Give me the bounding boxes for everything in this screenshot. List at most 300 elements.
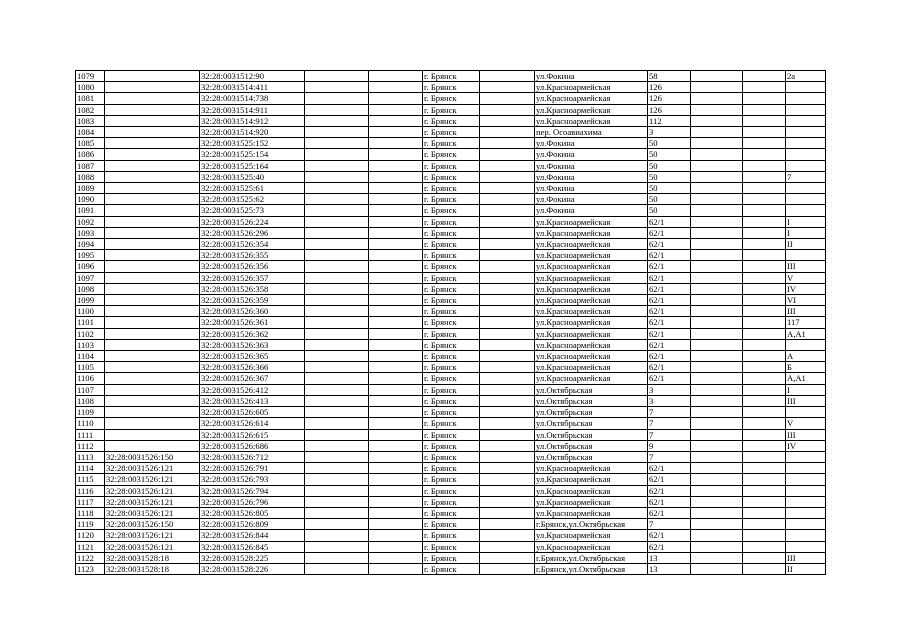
building-letter-cell: III [786, 552, 826, 563]
empty-cell-e [743, 160, 786, 171]
empty-cell-a [305, 384, 369, 395]
table-row [76, 127, 826, 138]
street-cell: ул.Красноармейская [535, 306, 648, 317]
empty-cell-c [480, 71, 535, 82]
parent-cadastral-cell: 32:28:0031526:121 [105, 463, 200, 474]
empty-cell-b [369, 351, 423, 362]
row-number-cell: 1101 [76, 317, 105, 328]
row-number-cell: 1089 [76, 183, 105, 194]
house-cell: 62/1 [648, 306, 691, 317]
house-cell: 62/1 [648, 261, 691, 272]
parent-cadastral-cell: 32:28:0031526:121 [105, 474, 200, 485]
empty-cell-d [691, 351, 743, 362]
house-cell: 126 [648, 93, 691, 104]
empty-cell-d [691, 115, 743, 126]
row-number-cell: 1106 [76, 373, 105, 384]
house-cell: 3 [648, 395, 691, 406]
street-cell: ул.Красноармейская [535, 104, 648, 115]
table-row [76, 563, 826, 574]
street-cell: ул.Красноармейская [535, 261, 648, 272]
empty-cell-a [305, 227, 369, 238]
empty-cell-a [305, 93, 369, 104]
empty-cell-d [691, 485, 743, 496]
empty-cell-b [369, 451, 423, 462]
parent-cadastral-cell [105, 183, 200, 194]
parent-cadastral-cell [105, 429, 200, 440]
street-cell: ул.Красноармейская [535, 82, 648, 93]
empty-cell-c [480, 138, 535, 149]
empty-cell-b [369, 71, 423, 82]
empty-cell-d [691, 563, 743, 574]
empty-cell-e [743, 463, 786, 474]
street-cell: ул.Фокина [535, 183, 648, 194]
city-cell: г. Брянск [423, 384, 480, 395]
building-letter-cell [786, 149, 826, 160]
empty-cell-b [369, 261, 423, 272]
street-cell: ул.Октябрьская [535, 407, 648, 418]
house-cell: 50 [648, 194, 691, 205]
city-cell: г. Брянск [423, 418, 480, 429]
empty-cell-d [691, 496, 743, 507]
parent-cadastral-cell [105, 71, 200, 82]
city-cell: г. Брянск [423, 216, 480, 227]
cadastral-number-cell: 32:28:0031526:805 [200, 507, 305, 518]
building-letter-cell [786, 160, 826, 171]
row-number-cell: 1096 [76, 261, 105, 272]
city-cell: г. Брянск [423, 463, 480, 474]
house-cell: 62/1 [648, 227, 691, 238]
empty-cell-d [691, 104, 743, 115]
street-cell: ул.Фокина [535, 171, 648, 182]
empty-cell-a [305, 149, 369, 160]
empty-cell-e [743, 104, 786, 115]
empty-cell-a [305, 474, 369, 485]
empty-cell-e [743, 149, 786, 160]
cadastral-number-cell: 32:28:0031525:164 [200, 160, 305, 171]
street-cell: ул.Красноармейская [535, 541, 648, 552]
empty-cell-e [743, 93, 786, 104]
city-cell: г. Брянск [423, 507, 480, 518]
empty-cell-c [480, 541, 535, 552]
empty-cell-c [480, 496, 535, 507]
city-cell: г. Брянск [423, 127, 480, 138]
table-row [76, 194, 826, 205]
cadastral-number-cell: 32:28:0031525:40 [200, 171, 305, 182]
empty-cell-b [369, 373, 423, 384]
empty-cell-d [691, 541, 743, 552]
house-cell: 112 [648, 115, 691, 126]
city-cell: г. Брянск [423, 407, 480, 418]
empty-cell-a [305, 127, 369, 138]
empty-cell-d [691, 149, 743, 160]
table-row [76, 328, 826, 339]
empty-cell-d [691, 530, 743, 541]
empty-cell-e [743, 496, 786, 507]
row-number-cell: 1086 [76, 149, 105, 160]
building-letter-cell: А,А1 [786, 328, 826, 339]
empty-cell-d [691, 395, 743, 406]
house-cell: 62/1 [648, 373, 691, 384]
empty-cell-a [305, 261, 369, 272]
empty-cell-e [743, 227, 786, 238]
house-cell: 62/1 [648, 496, 691, 507]
empty-cell-d [691, 429, 743, 440]
empty-cell-d [691, 227, 743, 238]
cadastral-number-cell: 32:28:0031526:363 [200, 339, 305, 350]
row-number-cell: 1111 [76, 429, 105, 440]
empty-cell-a [305, 451, 369, 462]
empty-cell-a [305, 115, 369, 126]
building-letter-cell [786, 93, 826, 104]
street-cell: ул.Фокина [535, 194, 648, 205]
empty-cell-c [480, 474, 535, 485]
table-row [76, 384, 826, 395]
parent-cadastral-cell [105, 160, 200, 171]
row-number-cell: 1085 [76, 138, 105, 149]
street-cell: ул.Красноармейская [535, 239, 648, 250]
street-cell: ул.Фокина [535, 138, 648, 149]
row-number-cell: 1109 [76, 407, 105, 418]
empty-cell-b [369, 530, 423, 541]
building-letter-cell: III [786, 306, 826, 317]
parent-cadastral-cell [105, 407, 200, 418]
parent-cadastral-cell [105, 272, 200, 283]
cadastral-number-cell: 32:28:0031526:360 [200, 306, 305, 317]
city-cell: г. Брянск [423, 496, 480, 507]
empty-cell-e [743, 418, 786, 429]
building-letter-cell [786, 474, 826, 485]
street-cell: г.Брянск,ул.Октябрьская [535, 563, 648, 574]
empty-cell-b [369, 283, 423, 294]
empty-cell-b [369, 474, 423, 485]
empty-cell-c [480, 351, 535, 362]
empty-cell-b [369, 171, 423, 182]
row-number-cell: 1098 [76, 283, 105, 294]
parent-cadastral-cell [105, 171, 200, 182]
house-cell: 62/1 [648, 351, 691, 362]
parent-cadastral-cell [105, 250, 200, 261]
empty-cell-c [480, 440, 535, 451]
row-number-cell: 1119 [76, 519, 105, 530]
parent-cadastral-cell [105, 194, 200, 205]
house-cell: 62/1 [648, 216, 691, 227]
empty-cell-e [743, 451, 786, 462]
empty-cell-d [691, 507, 743, 518]
building-letter-cell: I [786, 216, 826, 227]
parent-cadastral-cell [105, 138, 200, 149]
empty-cell-a [305, 395, 369, 406]
city-cell: г. Брянск [423, 183, 480, 194]
empty-cell-d [691, 418, 743, 429]
empty-cell-c [480, 216, 535, 227]
empty-cell-c [480, 82, 535, 93]
cadastral-number-cell: 32:28:0031528:226 [200, 563, 305, 574]
parent-cadastral-cell [105, 328, 200, 339]
empty-cell-a [305, 418, 369, 429]
empty-cell-b [369, 82, 423, 93]
empty-cell-d [691, 250, 743, 261]
city-cell: г. Брянск [423, 283, 480, 294]
building-letter-cell: Б [786, 362, 826, 373]
cadastral-number-cell: 32:28:0031526:796 [200, 496, 305, 507]
parent-cadastral-cell [105, 93, 200, 104]
empty-cell-b [369, 93, 423, 104]
row-number-cell: 1082 [76, 104, 105, 115]
street-cell: ул.Фокина [535, 149, 648, 160]
empty-cell-c [480, 306, 535, 317]
empty-cell-d [691, 261, 743, 272]
street-cell: ул.Красноармейская [535, 295, 648, 306]
empty-cell-a [305, 104, 369, 115]
building-letter-cell [786, 115, 826, 126]
empty-cell-c [480, 171, 535, 182]
row-number-cell: 1112 [76, 440, 105, 451]
row-number-cell: 1093 [76, 227, 105, 238]
empty-cell-e [743, 127, 786, 138]
parent-cadastral-cell: 32:28:0031526:121 [105, 530, 200, 541]
empty-cell-c [480, 429, 535, 440]
house-cell: 7 [648, 429, 691, 440]
parent-cadastral-cell [105, 227, 200, 238]
table-row [76, 227, 826, 238]
table-row [76, 104, 826, 115]
empty-cell-b [369, 485, 423, 496]
empty-cell-a [305, 183, 369, 194]
table-row [76, 115, 826, 126]
parent-cadastral-cell: 32:28:0031528:18 [105, 552, 200, 563]
parent-cadastral-cell [105, 306, 200, 317]
empty-cell-e [743, 194, 786, 205]
city-cell: г. Брянск [423, 160, 480, 171]
street-cell: ул.Красноармейская [535, 115, 648, 126]
empty-cell-e [743, 485, 786, 496]
city-cell: г. Брянск [423, 351, 480, 362]
street-cell: ул.Красноармейская [535, 507, 648, 518]
building-letter-cell: III [786, 429, 826, 440]
cadastral-number-cell: 32:28:0031525:73 [200, 205, 305, 216]
empty-cell-d [691, 552, 743, 563]
empty-cell-e [743, 272, 786, 283]
empty-cell-a [305, 485, 369, 496]
house-cell: 62/1 [648, 339, 691, 350]
empty-cell-b [369, 541, 423, 552]
house-cell: 62/1 [648, 474, 691, 485]
cadastral-number-cell: 32:28:0031514:411 [200, 82, 305, 93]
empty-cell-c [480, 115, 535, 126]
empty-cell-c [480, 93, 535, 104]
city-cell: г. Брянск [423, 93, 480, 104]
empty-cell-e [743, 507, 786, 518]
empty-cell-b [369, 239, 423, 250]
row-number-cell: 1090 [76, 194, 105, 205]
row-number-cell: 1094 [76, 239, 105, 250]
building-letter-cell: VI [786, 295, 826, 306]
street-cell: ул.Красноармейская [535, 283, 648, 294]
empty-cell-b [369, 160, 423, 171]
table-row [76, 362, 826, 373]
empty-cell-c [480, 418, 535, 429]
empty-cell-b [369, 250, 423, 261]
empty-cell-d [691, 384, 743, 395]
cadastral-number-cell: 32:28:0031526:844 [200, 530, 305, 541]
empty-cell-a [305, 194, 369, 205]
parent-cadastral-cell: 32:28:0031526:150 [105, 451, 200, 462]
street-cell: ул.Красноармейская [535, 328, 648, 339]
building-letter-cell: III [786, 261, 826, 272]
house-cell: 62/1 [648, 362, 691, 373]
street-cell: ул.Красноармейская [535, 216, 648, 227]
street-cell: ул.Октябрьская [535, 395, 648, 406]
empty-cell-b [369, 272, 423, 283]
empty-cell-a [305, 463, 369, 474]
parent-cadastral-cell [105, 104, 200, 115]
empty-cell-b [369, 407, 423, 418]
cadastral-table [75, 70, 826, 575]
house-cell: 62/1 [648, 463, 691, 474]
row-number-cell: 1100 [76, 306, 105, 317]
empty-cell-c [480, 552, 535, 563]
empty-cell-b [369, 306, 423, 317]
empty-cell-b [369, 339, 423, 350]
row-number-cell: 1110 [76, 418, 105, 429]
empty-cell-d [691, 71, 743, 82]
cadastral-number-cell: 32:28:0031526:794 [200, 485, 305, 496]
empty-cell-d [691, 82, 743, 93]
house-cell: 9 [648, 440, 691, 451]
row-number-cell: 1079 [76, 71, 105, 82]
row-number-cell: 1095 [76, 250, 105, 261]
empty-cell-a [305, 328, 369, 339]
empty-cell-d [691, 407, 743, 418]
empty-cell-c [480, 227, 535, 238]
table-row [76, 440, 826, 451]
empty-cell-d [691, 474, 743, 485]
city-cell: г. Брянск [423, 104, 480, 115]
house-cell: 13 [648, 552, 691, 563]
building-letter-cell: V [786, 418, 826, 429]
cadastral-number-cell: 32:28:0031526:615 [200, 429, 305, 440]
table-row [76, 160, 826, 171]
parent-cadastral-cell [105, 115, 200, 126]
empty-cell-e [743, 250, 786, 261]
cadastral-number-cell: 32:28:0031526:712 [200, 451, 305, 462]
table-row [76, 530, 826, 541]
city-cell: г. Брянск [423, 563, 480, 574]
row-number-cell: 1120 [76, 530, 105, 541]
cadastral-number-cell: 32:28:0031526:358 [200, 283, 305, 294]
cadastral-number-cell: 32:28:0031512:90 [200, 71, 305, 82]
city-cell: г. Брянск [423, 485, 480, 496]
house-cell: 50 [648, 183, 691, 194]
building-letter-cell [786, 104, 826, 115]
city-cell: г. Брянск [423, 474, 480, 485]
empty-cell-b [369, 183, 423, 194]
building-letter-cell [786, 194, 826, 205]
empty-cell-e [743, 183, 786, 194]
empty-cell-b [369, 295, 423, 306]
building-letter-cell: 2а [786, 71, 826, 82]
parent-cadastral-cell [105, 418, 200, 429]
building-letter-cell: II [786, 239, 826, 250]
table-row [76, 71, 826, 82]
empty-cell-c [480, 451, 535, 462]
row-number-cell: 1116 [76, 485, 105, 496]
row-number-cell: 1081 [76, 93, 105, 104]
house-cell: 62/1 [648, 239, 691, 250]
empty-cell-b [369, 552, 423, 563]
empty-cell-d [691, 194, 743, 205]
street-cell: ул.Красноармейская [535, 463, 648, 474]
empty-cell-d [691, 239, 743, 250]
building-letter-cell: III [786, 395, 826, 406]
empty-cell-c [480, 104, 535, 115]
empty-cell-b [369, 429, 423, 440]
street-cell: ул.Фокина [535, 205, 648, 216]
empty-cell-d [691, 216, 743, 227]
city-cell: г. Брянск [423, 519, 480, 530]
building-letter-cell [786, 82, 826, 93]
empty-cell-e [743, 563, 786, 574]
empty-cell-d [691, 339, 743, 350]
empty-cell-c [480, 194, 535, 205]
row-number-cell: 1092 [76, 216, 105, 227]
parent-cadastral-cell [105, 283, 200, 294]
empty-cell-c [480, 160, 535, 171]
house-cell: 62/1 [648, 283, 691, 294]
house-cell: 62/1 [648, 507, 691, 518]
city-cell: г. Брянск [423, 552, 480, 563]
row-number-cell: 1083 [76, 115, 105, 126]
city-cell: г. Брянск [423, 239, 480, 250]
house-cell: 7 [648, 407, 691, 418]
empty-cell-d [691, 171, 743, 182]
row-number-cell: 1113 [76, 451, 105, 462]
city-cell: г. Брянск [423, 541, 480, 552]
cadastral-number-cell: 32:28:0031525:154 [200, 149, 305, 160]
cadastral-number-cell: 32:28:0031514:920 [200, 127, 305, 138]
table-body [76, 71, 826, 575]
row-number-cell: 1104 [76, 351, 105, 362]
city-cell: г. Брянск [423, 440, 480, 451]
row-number-cell: 1105 [76, 362, 105, 373]
parent-cadastral-cell: 32:28:0031528:18 [105, 563, 200, 574]
empty-cell-e [743, 239, 786, 250]
table-row [76, 306, 826, 317]
building-letter-cell [786, 541, 826, 552]
row-number-cell: 1088 [76, 171, 105, 182]
empty-cell-b [369, 362, 423, 373]
street-cell: ул.Красноармейская [535, 93, 648, 104]
cadastral-number-cell: 32:28:0031525:61 [200, 183, 305, 194]
building-letter-cell [786, 507, 826, 518]
empty-cell-d [691, 440, 743, 451]
cadastral-number-cell: 32:28:0031526:413 [200, 395, 305, 406]
street-cell: ул.Красноармейская [535, 272, 648, 283]
empty-cell-e [743, 171, 786, 182]
empty-cell-e [743, 351, 786, 362]
city-cell: г. Брянск [423, 171, 480, 182]
parent-cadastral-cell: 32:28:0031526:121 [105, 507, 200, 518]
table-row [76, 272, 826, 283]
street-cell: пер. Осоавиахима [535, 127, 648, 138]
city-cell: г. Брянск [423, 149, 480, 160]
empty-cell-d [691, 183, 743, 194]
empty-cell-a [305, 530, 369, 541]
cadastral-number-cell: 32:28:0031526:296 [200, 227, 305, 238]
house-cell: 62/1 [648, 541, 691, 552]
empty-cell-e [743, 261, 786, 272]
empty-cell-d [691, 283, 743, 294]
